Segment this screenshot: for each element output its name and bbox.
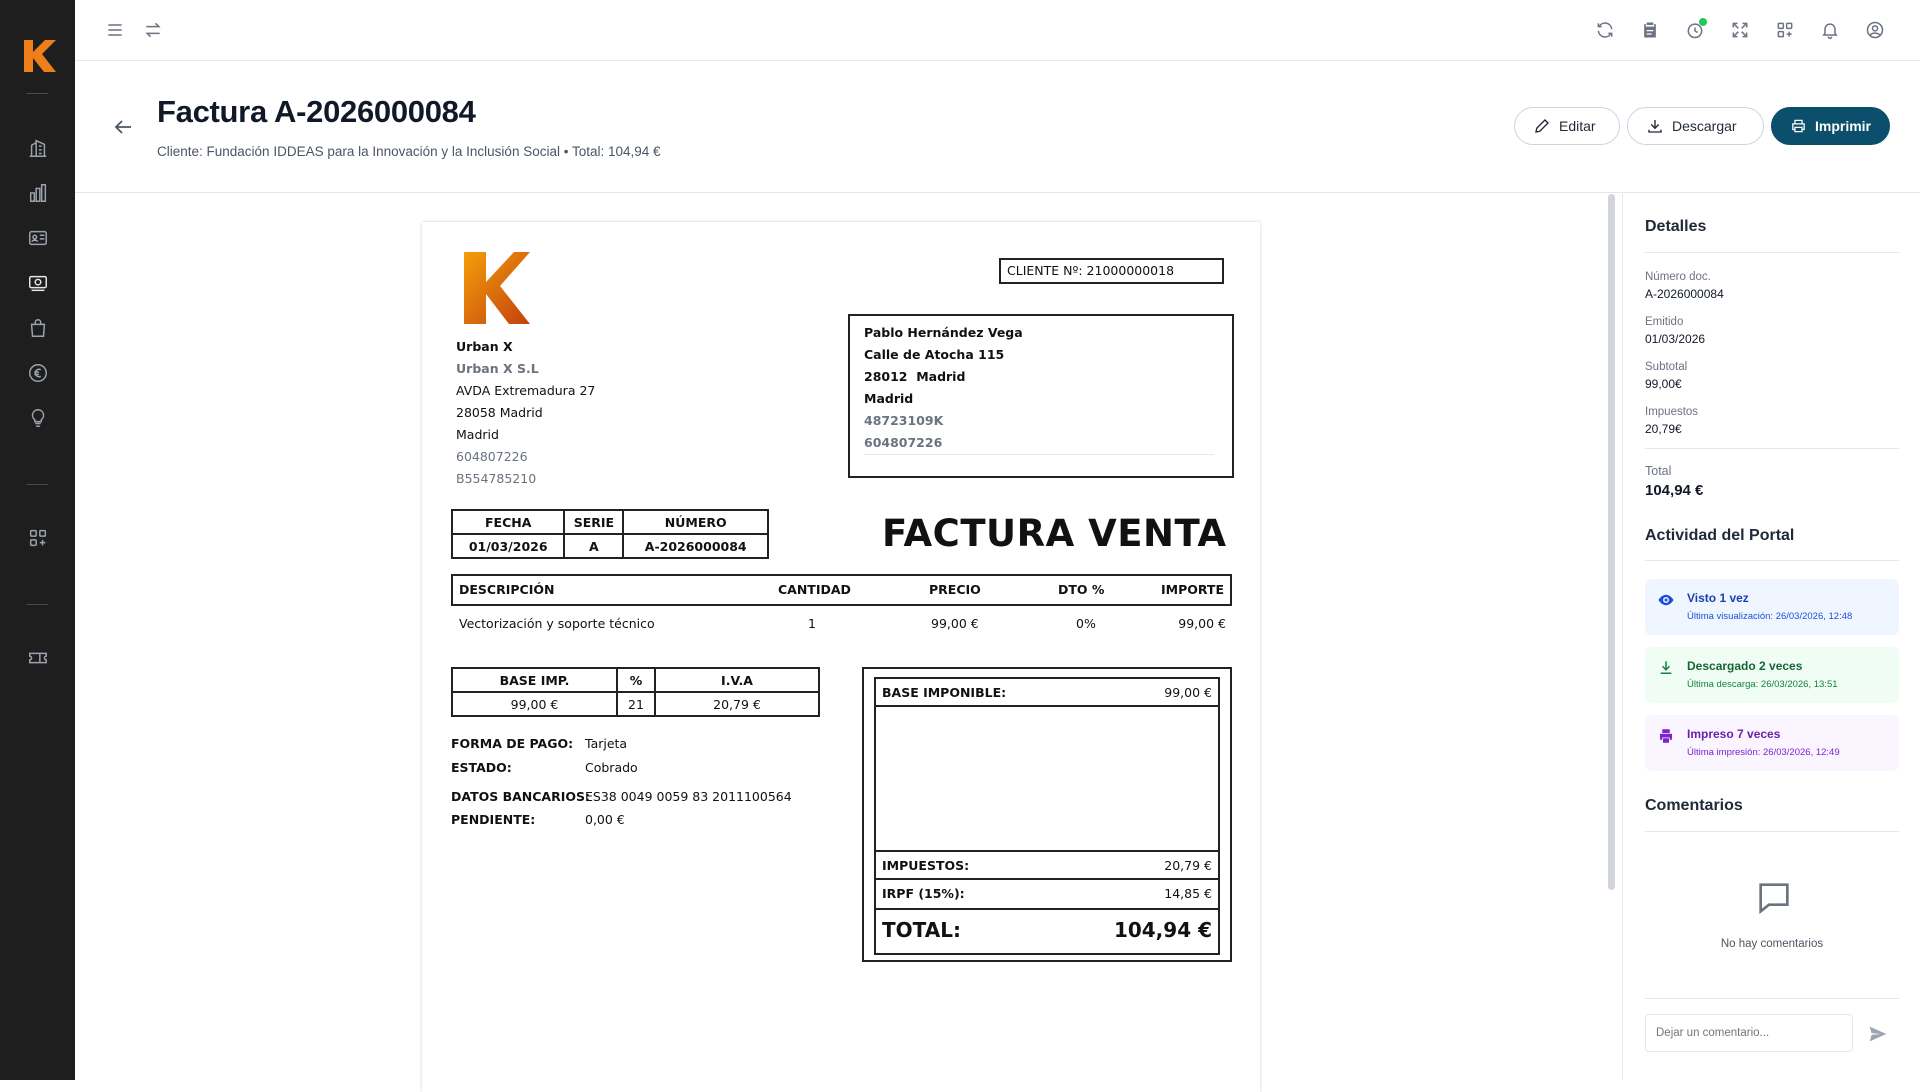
shopping-bag-icon[interactable]: [26, 316, 50, 340]
subtotal-label: Subtotal: [1645, 361, 1688, 373]
amount-column-header: IMPORTE: [1160, 582, 1224, 597]
issued-label: Emitido: [1645, 316, 1684, 328]
ticket-icon[interactable]: [26, 646, 50, 670]
tax-summary-table: [451, 667, 820, 717]
notification-dot: [1699, 18, 1707, 26]
vat-header: I.V.A: [655, 668, 819, 692]
sidebar-divider: [26, 604, 48, 605]
divider: [1645, 831, 1899, 832]
swap-icon[interactable]: [141, 18, 165, 42]
subtotal-value: 99,00€: [1645, 377, 1682, 391]
totals-box: [862, 667, 1232, 962]
discount-column-header: DTO %: [1058, 582, 1105, 597]
number-value: A-2026000084: [623, 534, 768, 558]
refresh-icon[interactable]: [1593, 18, 1617, 42]
issuer-address: AVDA Extremadura 27: [456, 383, 596, 398]
id-card-icon[interactable]: [26, 226, 50, 250]
activity-printed: [1645, 715, 1899, 771]
quantity-column-header: CANTIDAD: [778, 582, 851, 597]
tax-base-value: 99,00 €: [452, 692, 617, 716]
price-column-header: PRECIO: [929, 582, 981, 597]
edit-button-label: Editar: [1559, 118, 1596, 134]
page-title: Factura A-2026000084: [157, 94, 476, 129]
description-column-header: DESCRIPCIÓN: [459, 582, 555, 597]
status-value: Cobrado: [585, 760, 638, 775]
tax-rate-header: %: [617, 668, 655, 692]
taxes-total-value: 20,79 €: [1164, 858, 1212, 873]
issuer-city-line: 28058 Madrid: [456, 405, 543, 420]
client-address: Calle de Atocha 115: [864, 347, 1005, 362]
issuer-name: Urban X: [456, 339, 513, 354]
back-arrow-icon[interactable]: [111, 115, 135, 139]
issued-value: 01/03/2026: [1645, 332, 1706, 346]
building-icon[interactable]: [26, 136, 50, 160]
vat-value: 20,79 €: [655, 692, 819, 716]
taxes-total-label: IMPUESTOS:: [882, 858, 970, 873]
number-header: NÚMERO: [623, 510, 768, 534]
tax-base-header: BASE IMP.: [452, 668, 617, 692]
issuer-tax-id: B554785210: [456, 471, 537, 486]
grand-total-row: [876, 910, 1218, 953]
user-circle-icon[interactable]: [1863, 18, 1887, 42]
scrollbar[interactable]: [1608, 194, 1615, 890]
client-city: Madrid: [864, 391, 914, 406]
print-button-label: Imprimir: [1814, 118, 1871, 134]
download-icon: [1646, 117, 1664, 135]
activity-downloaded-title: Descargado 2 veces: [1687, 659, 1803, 673]
line-items-header: [451, 574, 1232, 606]
date-value: 01/03/2026: [452, 534, 564, 558]
activity-viewed-time: Última visualización: 26/03/2026, 12:48: [1687, 611, 1853, 622]
tax-base-total-label: BASE IMPONIBLE:: [882, 685, 1007, 700]
totals-inner: [874, 677, 1220, 955]
client-name: Pablo Hernández Vega: [864, 325, 1023, 340]
divider: [1645, 560, 1899, 561]
activity-viewed-title: Visto 1 vez: [1687, 591, 1749, 605]
tax-rate-value: 21: [617, 692, 655, 716]
pending-label: PENDIENTE:: [451, 812, 536, 827]
taxes-total-row: [876, 850, 1218, 880]
print-button[interactable]: [1771, 107, 1890, 145]
money-icon[interactable]: [26, 271, 50, 295]
date-header: FECHA: [452, 510, 564, 534]
taxes-label: Impuestos: [1645, 406, 1699, 418]
no-comments-text: No hay comentarios: [1720, 938, 1824, 950]
sidebar: [0, 0, 75, 1080]
series-value: A: [564, 534, 623, 558]
invoice-meta-table: [451, 509, 769, 559]
divider: [1645, 252, 1899, 253]
issuer-city: Madrid: [456, 427, 499, 442]
activity-downloaded: [1645, 647, 1899, 703]
download-button-label: Descargar: [1672, 118, 1737, 134]
activity-printed-time: Última impresión: 26/03/2026, 12:49: [1687, 747, 1840, 758]
line-description: Vectorización y soporte técnico: [459, 616, 655, 631]
tax-base-total-value: 99,00 €: [1164, 685, 1212, 700]
menu-icon[interactable]: [103, 18, 127, 42]
doc-number-label: Número doc.: [1645, 271, 1711, 283]
clipboard-icon[interactable]: [1638, 18, 1662, 42]
client-city-line: 28012 Madrid: [864, 369, 966, 384]
series-header: SERIE: [564, 510, 623, 534]
download-button[interactable]: [1627, 107, 1764, 145]
details-panel: [1622, 194, 1920, 1080]
bar-chart-icon[interactable]: [26, 181, 50, 205]
line-amount: 99,00 €: [1178, 616, 1226, 631]
issuer-legal-name: Urban X S.L: [456, 361, 539, 376]
pencil-icon: [1533, 117, 1551, 135]
activity-title: Actividad del Portal: [1645, 527, 1795, 544]
company-logo: [452, 248, 532, 328]
chat-bubble-icon: [1754, 878, 1794, 918]
divider: [1645, 448, 1899, 449]
comment-input[interactable]: [1645, 1014, 1853, 1052]
irpf-label: IRPF (15%):: [882, 886, 965, 901]
send-icon[interactable]: [1867, 1023, 1889, 1045]
activity-downloaded-time: Última descarga: 26/03/2026, 13:51: [1687, 679, 1838, 690]
payment-method-label: FORMA DE PAGO:: [451, 736, 574, 751]
client-tax-id: 48723109K: [864, 413, 944, 428]
comments-title: Comentarios: [1645, 797, 1743, 814]
irpf-row: [876, 880, 1218, 910]
activity-viewed: [1645, 579, 1899, 635]
total-value: 104,94 €: [1645, 482, 1704, 499]
eye-icon: [1657, 591, 1675, 609]
download-icon: [1657, 659, 1675, 677]
client-phone: 604807226: [864, 432, 1214, 455]
divider: [1645, 998, 1899, 999]
taxes-value: 20,79€: [1645, 422, 1682, 436]
page-subtitle: Cliente: Fundación IDDEAS para la Innovación y la Inclusión Social • Total: 104,94 €: [157, 144, 661, 159]
page-header: [75, 61, 1920, 193]
topbar: [75, 0, 1920, 61]
pending-value: 0,00 €: [585, 812, 625, 827]
payment-method-value: Tarjeta: [585, 736, 628, 751]
client-number-box: CLIENTE Nº: 21000000018: [999, 258, 1224, 284]
sidebar-divider: [26, 484, 48, 485]
status-label: ESTADO:: [451, 760, 512, 775]
printer-icon: [1790, 117, 1807, 135]
apps-add-icon[interactable]: [26, 526, 50, 550]
issuer-phone: 604807226: [456, 449, 528, 464]
tax-base-total-row: [876, 679, 1218, 707]
euro-icon[interactable]: [26, 361, 50, 385]
total-label: Total: [1645, 464, 1672, 478]
grid-add-icon[interactable]: [1773, 18, 1797, 42]
fullscreen-icon[interactable]: [1728, 18, 1752, 42]
line-item-row: [451, 612, 1232, 634]
activity-printed-title: Impreso 7 veces: [1687, 727, 1781, 741]
invoice-document: [422, 222, 1260, 1092]
irpf-value: 14,85 €: [1164, 886, 1212, 901]
details-title: Detalles: [1645, 218, 1707, 235]
line-discount: 0%: [1076, 616, 1096, 631]
lightbulb-icon[interactable]: [26, 406, 50, 430]
client-block: [848, 314, 1234, 478]
clock-icon[interactable]: [1683, 18, 1707, 42]
grand-total-value: 104,94 €: [1113, 918, 1212, 942]
doc-number-value: A-2026000084: [1645, 287, 1724, 301]
line-quantity: 1: [808, 616, 816, 631]
sidebar-divider: [26, 93, 48, 94]
printer-icon: [1657, 727, 1675, 745]
edit-button[interactable]: [1514, 107, 1620, 145]
bank-details-label: DATOS BANCARIOS:: [451, 789, 591, 804]
bell-icon[interactable]: [1818, 18, 1842, 42]
issuer-block: [456, 336, 595, 490]
grand-total-label: TOTAL:: [882, 918, 961, 942]
bank-details-value: ES38 0049 0059 83 2011100564: [585, 789, 792, 804]
app-logo[interactable]: [18, 36, 58, 76]
line-price: 99,00 €: [931, 616, 979, 631]
document-type-title: FACTURA VENTA: [882, 512, 1227, 555]
